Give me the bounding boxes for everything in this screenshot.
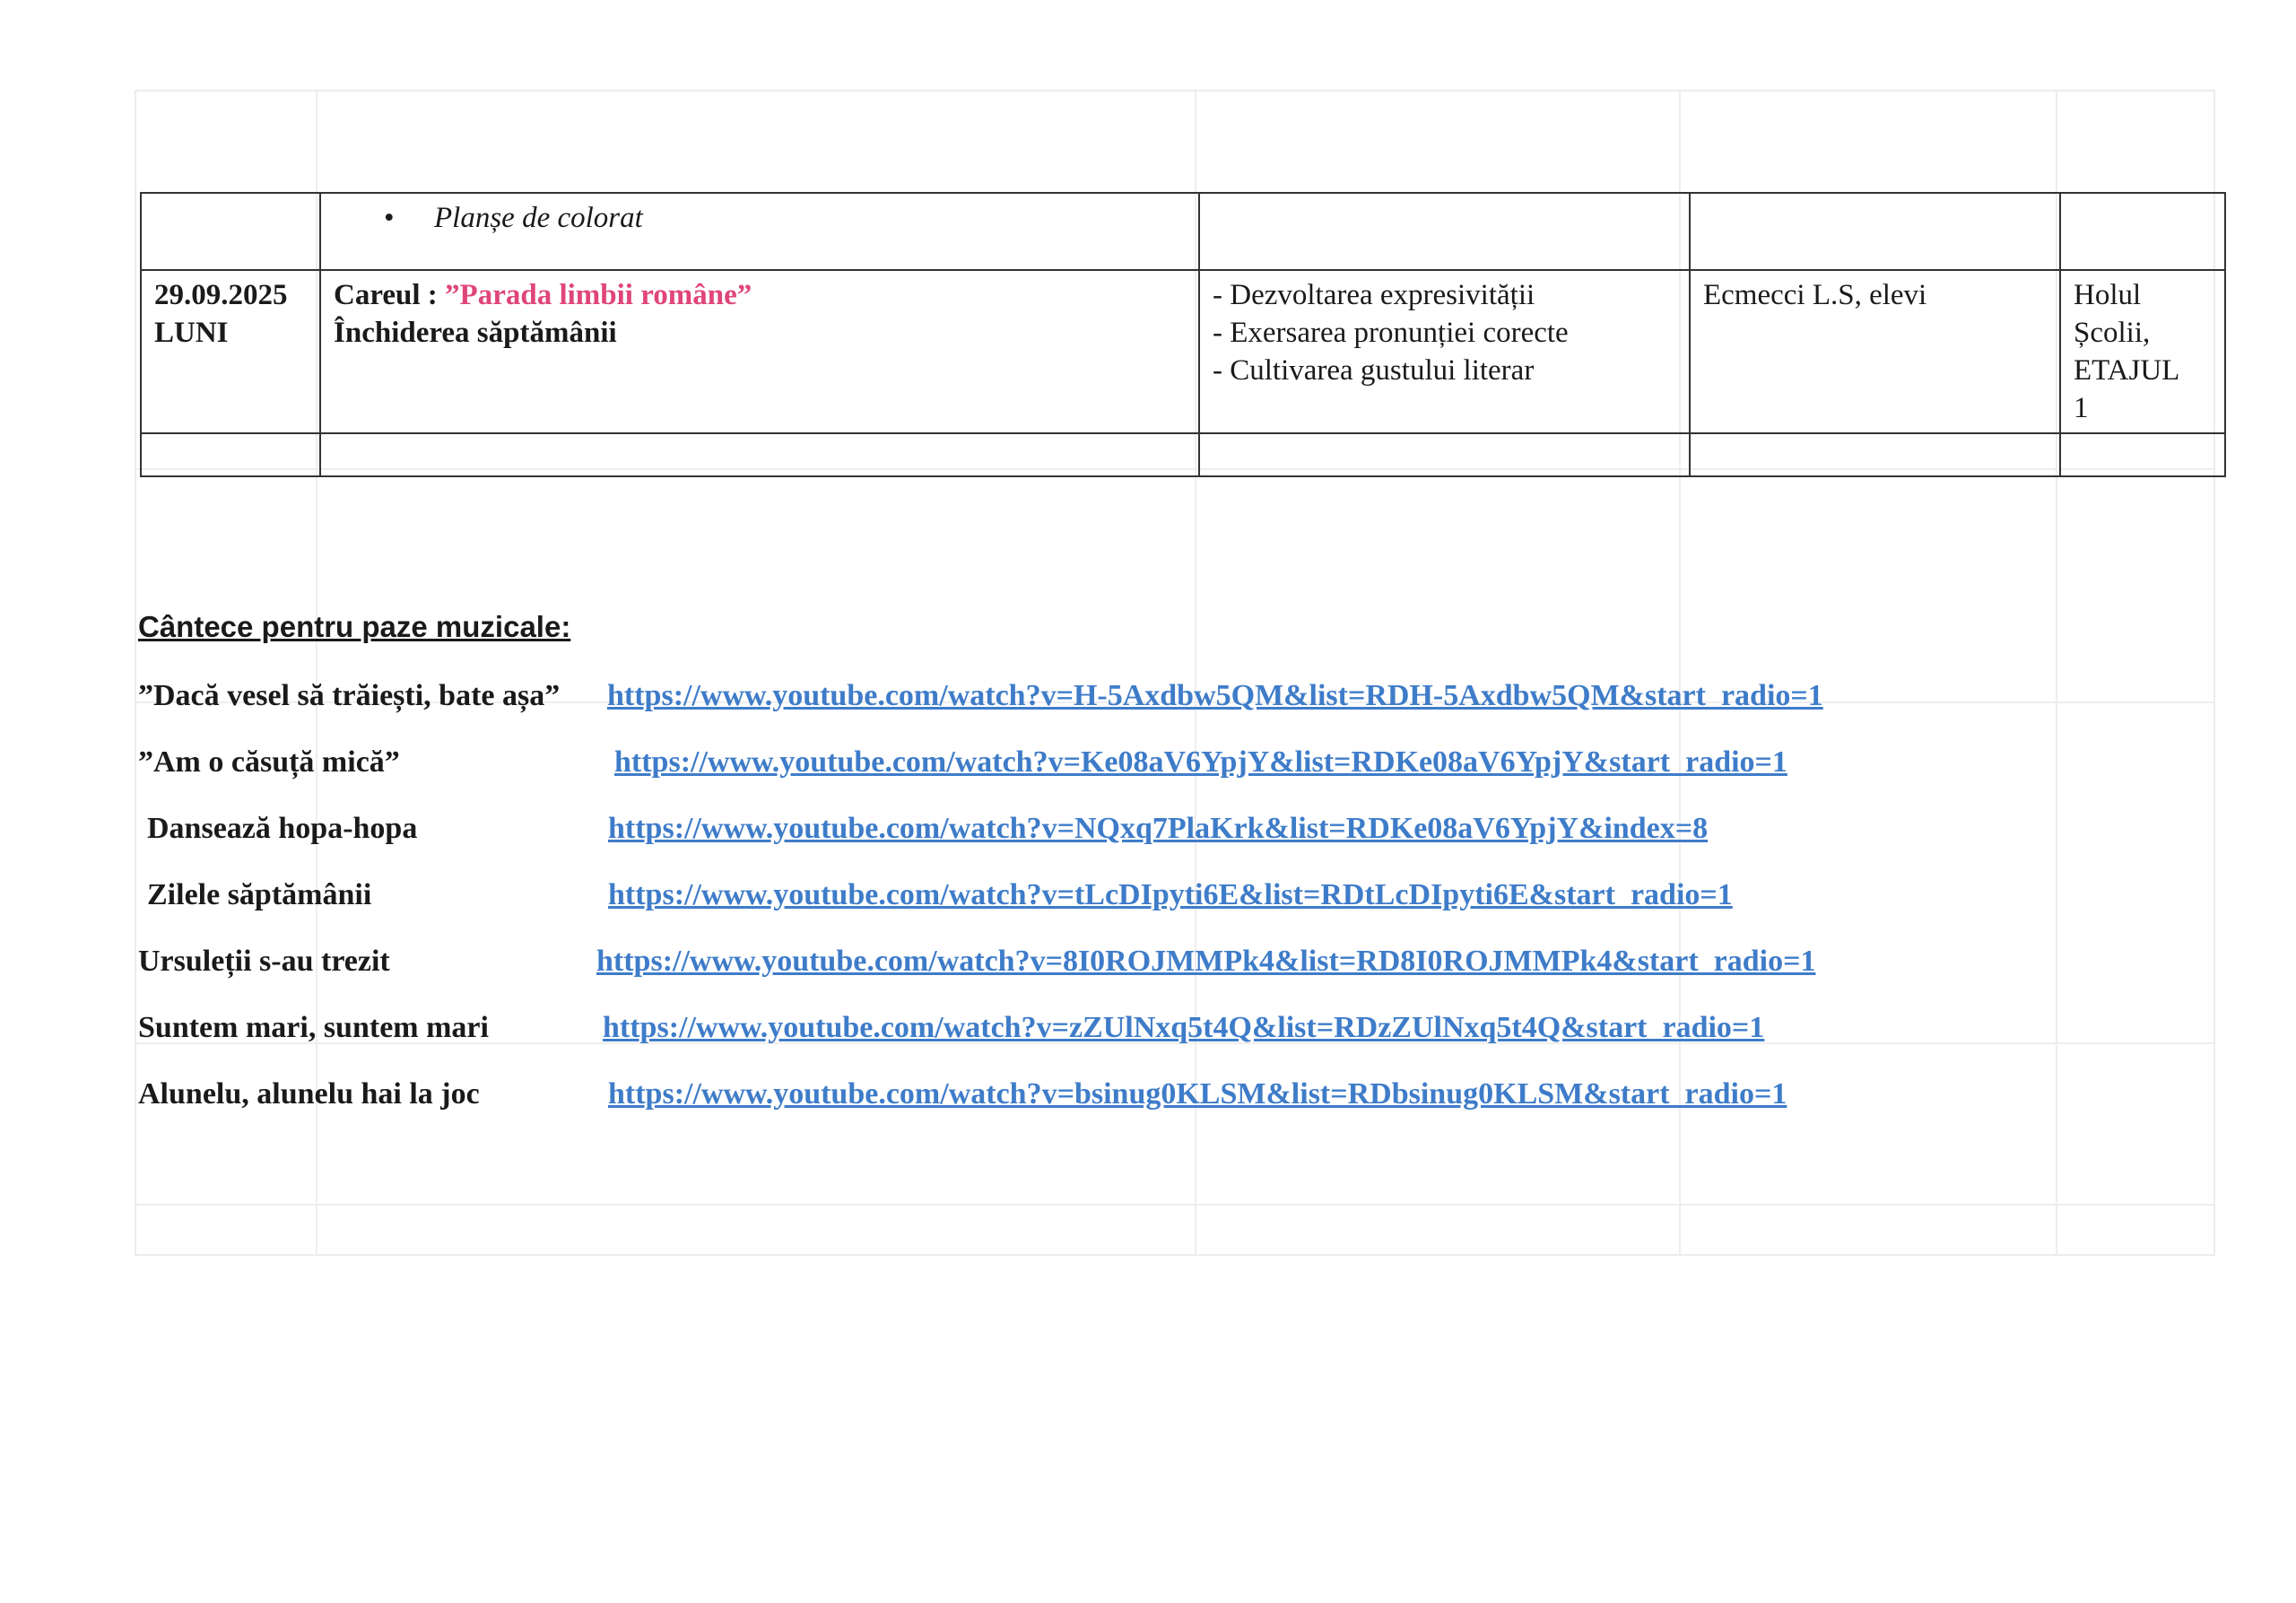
- date-cell: [141, 193, 320, 270]
- place-text: ETAJUL: [2074, 354, 2180, 387]
- responsible-cell: [1690, 193, 2060, 270]
- song-link[interactable]: https://www.youtube.com/watch?v=tLcDIpyti6E&list=RDtLcDIpyti6E&start_radio=1: [608, 878, 1733, 911]
- date-cell: [141, 270, 320, 433]
- responsible-cell: [1690, 270, 2060, 433]
- bullet-icon: •: [384, 202, 395, 234]
- song-title: ”Dacă vesel să trăiești, bate așa”: [138, 679, 561, 712]
- objectives-cell: [1199, 270, 1690, 433]
- objectives-cell: [1199, 433, 1690, 476]
- objective-item: - Dezvoltarea expresivității: [1213, 279, 1535, 311]
- activity-title: ”Parada limbii române”: [445, 279, 752, 311]
- activity-subtitle: Închiderea săptămânii: [334, 317, 617, 349]
- place-cell: [2060, 193, 2225, 270]
- place-text: Școlii,: [2074, 317, 2151, 349]
- table-row: [141, 193, 2225, 270]
- song-link[interactable]: https://www.youtube.com/watch?v=H-5Axdbw5QM&list=RDH-5Axdbw5QM&start_radio=1: [607, 679, 1823, 712]
- table-row: [141, 433, 2225, 476]
- activity-cell: [320, 270, 1199, 433]
- place-cell: [2060, 270, 2225, 433]
- song-title: ”Am o căsuță mică”: [138, 745, 400, 779]
- activity-cell: [320, 193, 1199, 270]
- date-text: 29.09.2025: [154, 279, 288, 311]
- list-item-text: Planșe de colorat: [434, 202, 643, 234]
- song-title: Alunelu, alunelu hai la joc: [138, 1077, 480, 1111]
- activity-prefix: Careul :: [334, 279, 446, 311]
- responsible-text: Ecmecci L.S, elevi: [1703, 279, 1927, 311]
- date-cell: [141, 433, 320, 476]
- song-title: Suntem mari, suntem mari: [138, 1011, 489, 1044]
- objective-item: - Cultivarea gustului literar: [1213, 354, 1535, 387]
- song-link[interactable]: https://www.youtube.com/watch?v=bsinug0KLSM&list=RDbsinug0KLSM&start_radio=1: [608, 1077, 1787, 1111]
- responsible-cell: [1690, 433, 2060, 476]
- activity-cell: [320, 433, 1199, 476]
- place-text: 1: [2074, 392, 2089, 424]
- list-item: [334, 199, 1186, 237]
- song-link[interactable]: https://www.youtube.com/watch?v=zZUlNxq5t4Q&list=RDzZUlNxq5t4Q&start_radio=1: [603, 1011, 1765, 1044]
- song-link[interactable]: https://www.youtube.com/watch?v=Ke08aV6YpjY&list=RDKe08aV6YpjY&start_radio=1: [614, 745, 1787, 779]
- day-text: LUNI: [154, 317, 229, 349]
- song-link[interactable]: https://www.youtube.com/watch?v=8I0ROJMMPk4&list=RD8I0ROJMMPk4&start_radio=1: [596, 945, 1816, 978]
- place-cell: [2060, 433, 2225, 476]
- song-link[interactable]: https://www.youtube.com/watch?v=NQxq7PlaKrk&list=RDKe08aV6YpjY&index=8: [608, 812, 1709, 845]
- song-title: Zilele săptămânii: [147, 878, 372, 911]
- song-title: Ursuleții s-au trezit: [138, 945, 390, 978]
- schedule-table: [140, 192, 2226, 477]
- objective-item: - Exersarea pronunției corecte: [1213, 317, 1569, 349]
- table-row: [141, 270, 2225, 433]
- song-title: Dansează hopa-hopa: [147, 812, 418, 845]
- place-text: Holul: [2074, 279, 2142, 311]
- objectives-cell: [1199, 193, 1690, 270]
- songs-heading: Cântece pentru paze muzicale:: [138, 610, 571, 643]
